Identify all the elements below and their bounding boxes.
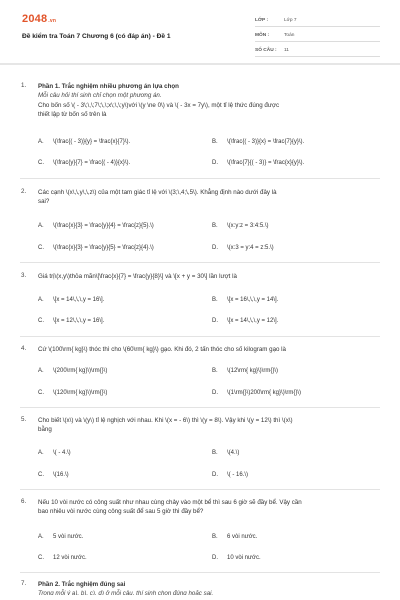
question-divider bbox=[20, 489, 380, 490]
question-line: Các cạnh \(x\,\,y\,\,z\) của một tam giác tỉ lệ với \(3;\,4;\,5\). Khẳng định nào dưới đây là bbox=[38, 189, 277, 196]
question-divider bbox=[20, 407, 380, 408]
answer-option[interactable] bbox=[212, 472, 248, 478]
option-letter: D. bbox=[212, 245, 218, 251]
option-letter: D. bbox=[212, 160, 218, 166]
option-text: 5 vòi nước. bbox=[53, 534, 84, 540]
answer-option[interactable] bbox=[38, 223, 154, 229]
option-letter: C. bbox=[38, 555, 44, 561]
question-line: Nếu 10 vòi nước có công suất như nhau cùng chảy vào một bể thì sau 6 giờ sẽ đầy bể. Vậy cần bbox=[38, 499, 302, 506]
question-number: 6. bbox=[21, 498, 27, 505]
question-text bbox=[38, 82, 378, 120]
answer-option[interactable] bbox=[212, 555, 261, 561]
question-line: thiết lập từ bốn số trên là bbox=[38, 111, 107, 119]
answer-option[interactable] bbox=[212, 450, 239, 456]
option-text: \[x = 16\,\,\,y = 14\]. bbox=[227, 297, 279, 303]
option-text: \(\frac{y}{7} = \frac{( - 4)}{x}\). bbox=[53, 160, 131, 166]
answer-option[interactable] bbox=[38, 555, 87, 561]
option-text: \(16.\) bbox=[53, 472, 69, 478]
question-divider bbox=[20, 178, 380, 179]
question-line: sai? bbox=[38, 198, 50, 206]
answer-option[interactable] bbox=[38, 450, 71, 456]
answer-option[interactable] bbox=[212, 139, 304, 145]
option-text: \(\frac{x}{3} = \frac{y}{4} = \frac{z}{5}.\) bbox=[53, 223, 154, 229]
option-text: \[x = 12\,\,\,y = 16\]. bbox=[53, 318, 105, 324]
option-letter: A. bbox=[38, 450, 44, 456]
option-letter: C. bbox=[38, 318, 44, 324]
question-text bbox=[38, 272, 378, 281]
section-instruction: Mỗi câu hỏi thí sinh chỉ chọn một phương án. bbox=[38, 92, 162, 100]
answer-option[interactable] bbox=[38, 139, 130, 145]
answer-option[interactable] bbox=[38, 368, 107, 374]
question-number: 7. bbox=[21, 580, 27, 587]
option-letter: A. bbox=[38, 297, 44, 303]
answer-option[interactable] bbox=[212, 223, 269, 229]
question-line: Giá trị\(x,y\)thỏa mãn\[\frac{x}{7} = \frac{y}{8}\] và \[x + y = 30\] lần lượt là bbox=[38, 273, 237, 280]
meta-value: Lớp 7 bbox=[284, 17, 297, 23]
question-number: 1. bbox=[21, 82, 27, 89]
answer-option[interactable] bbox=[38, 245, 154, 251]
question-line: Cứ \(100\rm{ kg}\) thóc thì cho \(60\rm{ kg}\) gạo. Khi đó, 2 tấn thóc cho số kilogram gạo là bbox=[38, 346, 286, 353]
question-text bbox=[38, 416, 378, 435]
option-letter: A. bbox=[38, 534, 44, 540]
question-text bbox=[38, 345, 378, 354]
question-text bbox=[38, 580, 378, 595]
answer-option[interactable] bbox=[38, 318, 104, 324]
answer-option[interactable] bbox=[212, 318, 278, 324]
answer-option[interactable] bbox=[38, 160, 130, 166]
option-text: \(x:y:z = 3:4:5.\) bbox=[227, 223, 269, 229]
section-instruction: Trong mỗi ý a), b), c), d) ở mỗi câu, thí sinh chọn đúng hoặc sai. bbox=[38, 590, 214, 596]
meta-row-count bbox=[255, 44, 380, 57]
question-number: 2. bbox=[21, 188, 27, 195]
question-number: 5. bbox=[21, 416, 27, 423]
answer-option[interactable] bbox=[212, 534, 257, 540]
option-text: \(200\rm{ kg}\)\rm{}\) bbox=[53, 368, 108, 374]
site-logo[interactable] bbox=[22, 13, 56, 25]
meta-label: SỐ CÂU : bbox=[255, 47, 277, 53]
logo-suffix: .vn bbox=[48, 18, 57, 24]
option-text: \[x = 14\,\,\,y = 12\]. bbox=[227, 318, 279, 324]
question-divider bbox=[20, 262, 380, 263]
answer-option[interactable] bbox=[38, 534, 83, 540]
option-text: \(120\rm{ kg}\)\rm{}\) bbox=[53, 390, 108, 396]
option-letter: C. bbox=[38, 472, 44, 478]
answer-option[interactable] bbox=[212, 160, 304, 166]
option-text: 12 vòi nước. bbox=[53, 555, 87, 561]
option-text: \(\frac{7}{( - 3)} = \frac{x}{y}\). bbox=[227, 160, 305, 166]
option-letter: B. bbox=[212, 139, 218, 145]
section-heading: Phần 1. Trắc nghiệm nhiều phương án lựa chọn bbox=[38, 83, 179, 90]
option-letter: B. bbox=[212, 297, 218, 303]
meta-value: Toán bbox=[284, 32, 295, 38]
question-line: Cho bốn số \( - 3\;\,\;7\;\,\;x\;\,\;y\)với \(y \ne 0\) và \( - 3x = 7y\), một tỉ lệ thức đúng được bbox=[38, 101, 280, 109]
question-divider bbox=[20, 336, 380, 337]
question-divider bbox=[20, 572, 380, 573]
option-letter: C. bbox=[38, 390, 44, 396]
question-line: bao nhiêu vòi nước cùng công suất để sau 5 giờ thì đầy bể? bbox=[38, 508, 204, 516]
answer-option[interactable] bbox=[38, 297, 104, 303]
page-header bbox=[0, 0, 400, 62]
option-text: \(\frac{( - 3)}{x} = \frac{7}{y}\). bbox=[227, 139, 305, 145]
option-text: \(12\rm{ kg}\)\rm{}\) bbox=[227, 368, 279, 374]
option-letter: A. bbox=[38, 368, 44, 374]
document-meta bbox=[255, 14, 380, 59]
option-text: \( - 16.\) bbox=[227, 472, 249, 478]
answer-option[interactable] bbox=[38, 472, 69, 478]
answer-option[interactable] bbox=[212, 390, 301, 396]
header-divider bbox=[0, 63, 400, 65]
option-letter: A. bbox=[38, 223, 44, 229]
meta-row-subject bbox=[255, 29, 380, 42]
option-text: \(1\rm{}\)200\rm{ kg}\)\rm{}\) bbox=[227, 390, 302, 396]
meta-label: LỚP : bbox=[255, 17, 269, 23]
option-letter: D. bbox=[212, 555, 218, 561]
option-text: \[x = 14\,\,\,y = 16\]. bbox=[53, 297, 105, 303]
section-heading: Phần 2. Trắc nghiệm đúng sai bbox=[38, 581, 126, 588]
logo-text: 2048 bbox=[22, 13, 48, 25]
question-number: 4. bbox=[21, 345, 27, 352]
option-text: \(4.\) bbox=[227, 450, 240, 456]
option-letter: D. bbox=[212, 472, 218, 478]
option-letter: D. bbox=[212, 390, 218, 396]
meta-label: MÔN : bbox=[255, 32, 270, 38]
option-letter: D. bbox=[212, 318, 218, 324]
option-text: 10 vòi nước. bbox=[227, 555, 261, 561]
option-text: \(x:3 = y:4 = z:5.\) bbox=[227, 245, 274, 251]
question-number: 3. bbox=[21, 272, 27, 279]
question-text bbox=[38, 498, 378, 517]
answer-option[interactable] bbox=[212, 297, 278, 303]
option-letter: B. bbox=[212, 223, 218, 229]
answer-option[interactable] bbox=[38, 390, 107, 396]
option-letter: B. bbox=[212, 534, 218, 540]
option-text: \(\frac{x}{3} = \frac{y}{5} = \frac{z}{4}.\) bbox=[53, 245, 154, 251]
option-letter: B. bbox=[212, 450, 218, 456]
answer-option[interactable] bbox=[212, 368, 278, 374]
meta-value: 11 bbox=[284, 47, 289, 53]
question-line: Cho biết \(x\) và \(y\) tỉ lệ nghịch với nhau. Khi \(x = - 6\) thì \(y = 8\). Vậy khi \(y = 12\) thì \(x\) bbox=[38, 417, 293, 424]
option-text: \(\frac{( - 3)}{y} = \frac{x}{7}\). bbox=[53, 139, 131, 145]
meta-row-class bbox=[255, 14, 380, 27]
question-text bbox=[38, 188, 378, 207]
option-text: \( - 4.\) bbox=[53, 450, 71, 456]
option-letter: A. bbox=[38, 139, 44, 145]
document-title: Đề kiểm tra Toán 7 Chương 6 (có đáp án) - Đề 1 bbox=[22, 33, 171, 40]
option-letter: C. bbox=[38, 160, 44, 166]
option-letter: C. bbox=[38, 245, 44, 251]
option-letter: B. bbox=[212, 368, 218, 374]
question-line: bằng bbox=[38, 426, 52, 434]
option-text: 6 vòi nước. bbox=[227, 534, 258, 540]
answer-option[interactable] bbox=[212, 245, 274, 251]
